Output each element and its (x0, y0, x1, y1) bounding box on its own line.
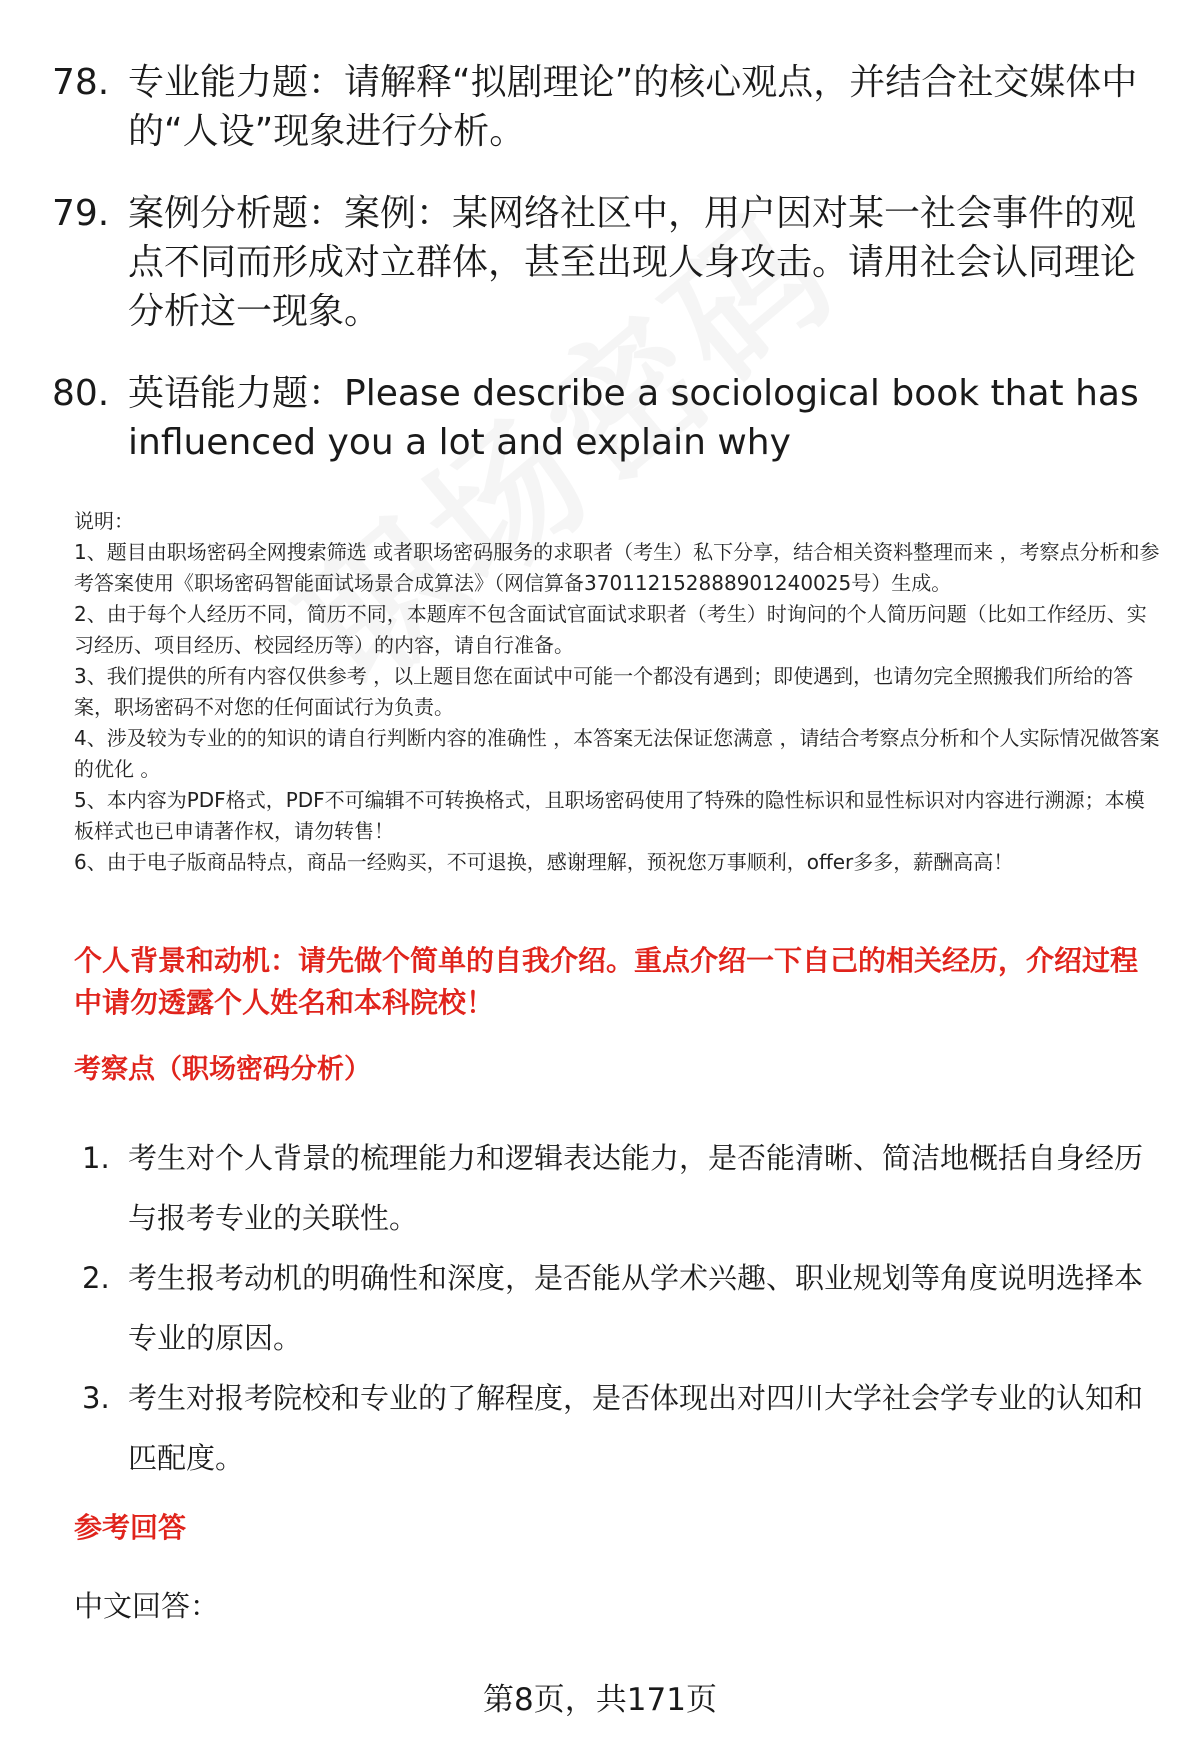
question-item (52, 58, 1162, 156)
evaluation-point (82, 1128, 1162, 1248)
chinese-answer-label: 中文回答： (74, 1589, 220, 1623)
question-text: 专业能力题：请解释“拟剧理论”的核心观点，并结合社交媒体中的“人设”现象进行分析。 (128, 62, 1138, 152)
page-footer: 第8页，共171页 (483, 1682, 717, 1718)
evaluation-point (82, 1368, 1162, 1488)
reference-answer-heading: 参考回答 (74, 1511, 187, 1544)
question-item (52, 369, 1162, 467)
note-item: 5、本内容为PDF格式，PDF不可编辑不可转换格式，且职场密码使用了特殊的隐性标识和显性标识对内容进行溯源；本模板样式也已申请著作权，请勿转售！ (74, 788, 1145, 843)
note-item: 4、涉及较为专业的的知识的请自行判断内容的准确性 ，本答案无法保证您满意 ，请结合考察点分析和个人实际情况做答案的优化 。 (74, 726, 1160, 781)
note-item: 2、由于每个人经历不同，简历不同，本题库不包含面试官面试求职者（考生）时询问的个人简历问题（比如工作经历、实习经历、项目经历、校园经历等）的内容，请自行准备。 (74, 602, 1147, 657)
notes-title: 说明： (74, 509, 134, 533)
notes-section (74, 506, 1164, 878)
question-item (52, 189, 1162, 336)
evaluation-points-list (82, 1128, 1162, 1488)
point-text: 考生报考动机的明确性和深度，是否能从学术兴趣、职业规划等角度说明选择本专业的原因。 (128, 1261, 1144, 1355)
point-text: 考生对报考院校和专业的了解程度，是否体现出对四川大学社会学专业的认知和匹配度。 (128, 1381, 1144, 1475)
note-item: 1、题目由职场密码全网搜索筛选 或者职场密码服务的求职者（考生）私下分享，结合相关资料整理而来 ，考察点分析和参考答案使用《职场密码智能面试场景合成算法》（网信算备370112152888901240025号）生成。 (74, 540, 1160, 595)
question-list (52, 58, 1162, 500)
point-text: 考生对个人背景的梳理能力和逻辑表达能力，是否能清晰、简洁地概括自身经历与报考专业的关联性。 (128, 1141, 1144, 1235)
question-number: 79. (52, 193, 110, 234)
point-number: 3. (82, 1381, 110, 1415)
evaluation-point (82, 1248, 1162, 1368)
question-number: 78. (52, 62, 110, 103)
note-item: 6、由于电子版商品特点，商品一经购买，不可退换，感谢理解，预祝您万事顺利，offer多多，薪酬高高！ (74, 850, 1014, 874)
intro-question-heading: 个人背景和动机：请先做个简单的自我介绍。重点介绍一下自己的相关经历，介绍过程中请勿透露个人姓名和本科院校！ (74, 944, 1139, 1019)
evaluation-points-heading: 考察点（职场密码分析） (74, 1054, 371, 1085)
note-item: 3、我们提供的所有内容仅供参考 ，以上题目您在面试中可能一个都没有遇到；即使遇到，也请勿完全照搬我们所给的答案，职场密码不对您的任何面试行为负责。 (74, 664, 1134, 719)
question-text: 英语能力题：Please describe a sociological book that has influenced you a lot and explain why (128, 373, 1139, 463)
question-number: 80. (52, 373, 110, 414)
point-number: 1. (82, 1141, 110, 1175)
point-number: 2. (82, 1261, 110, 1295)
question-text: 案例分析题：案例：某网络社区中，用户因对某一社会事件的观点不同而形成对立群体，甚至出现人身攻击。请用社会认同理论分析这一现象。 (128, 193, 1137, 332)
